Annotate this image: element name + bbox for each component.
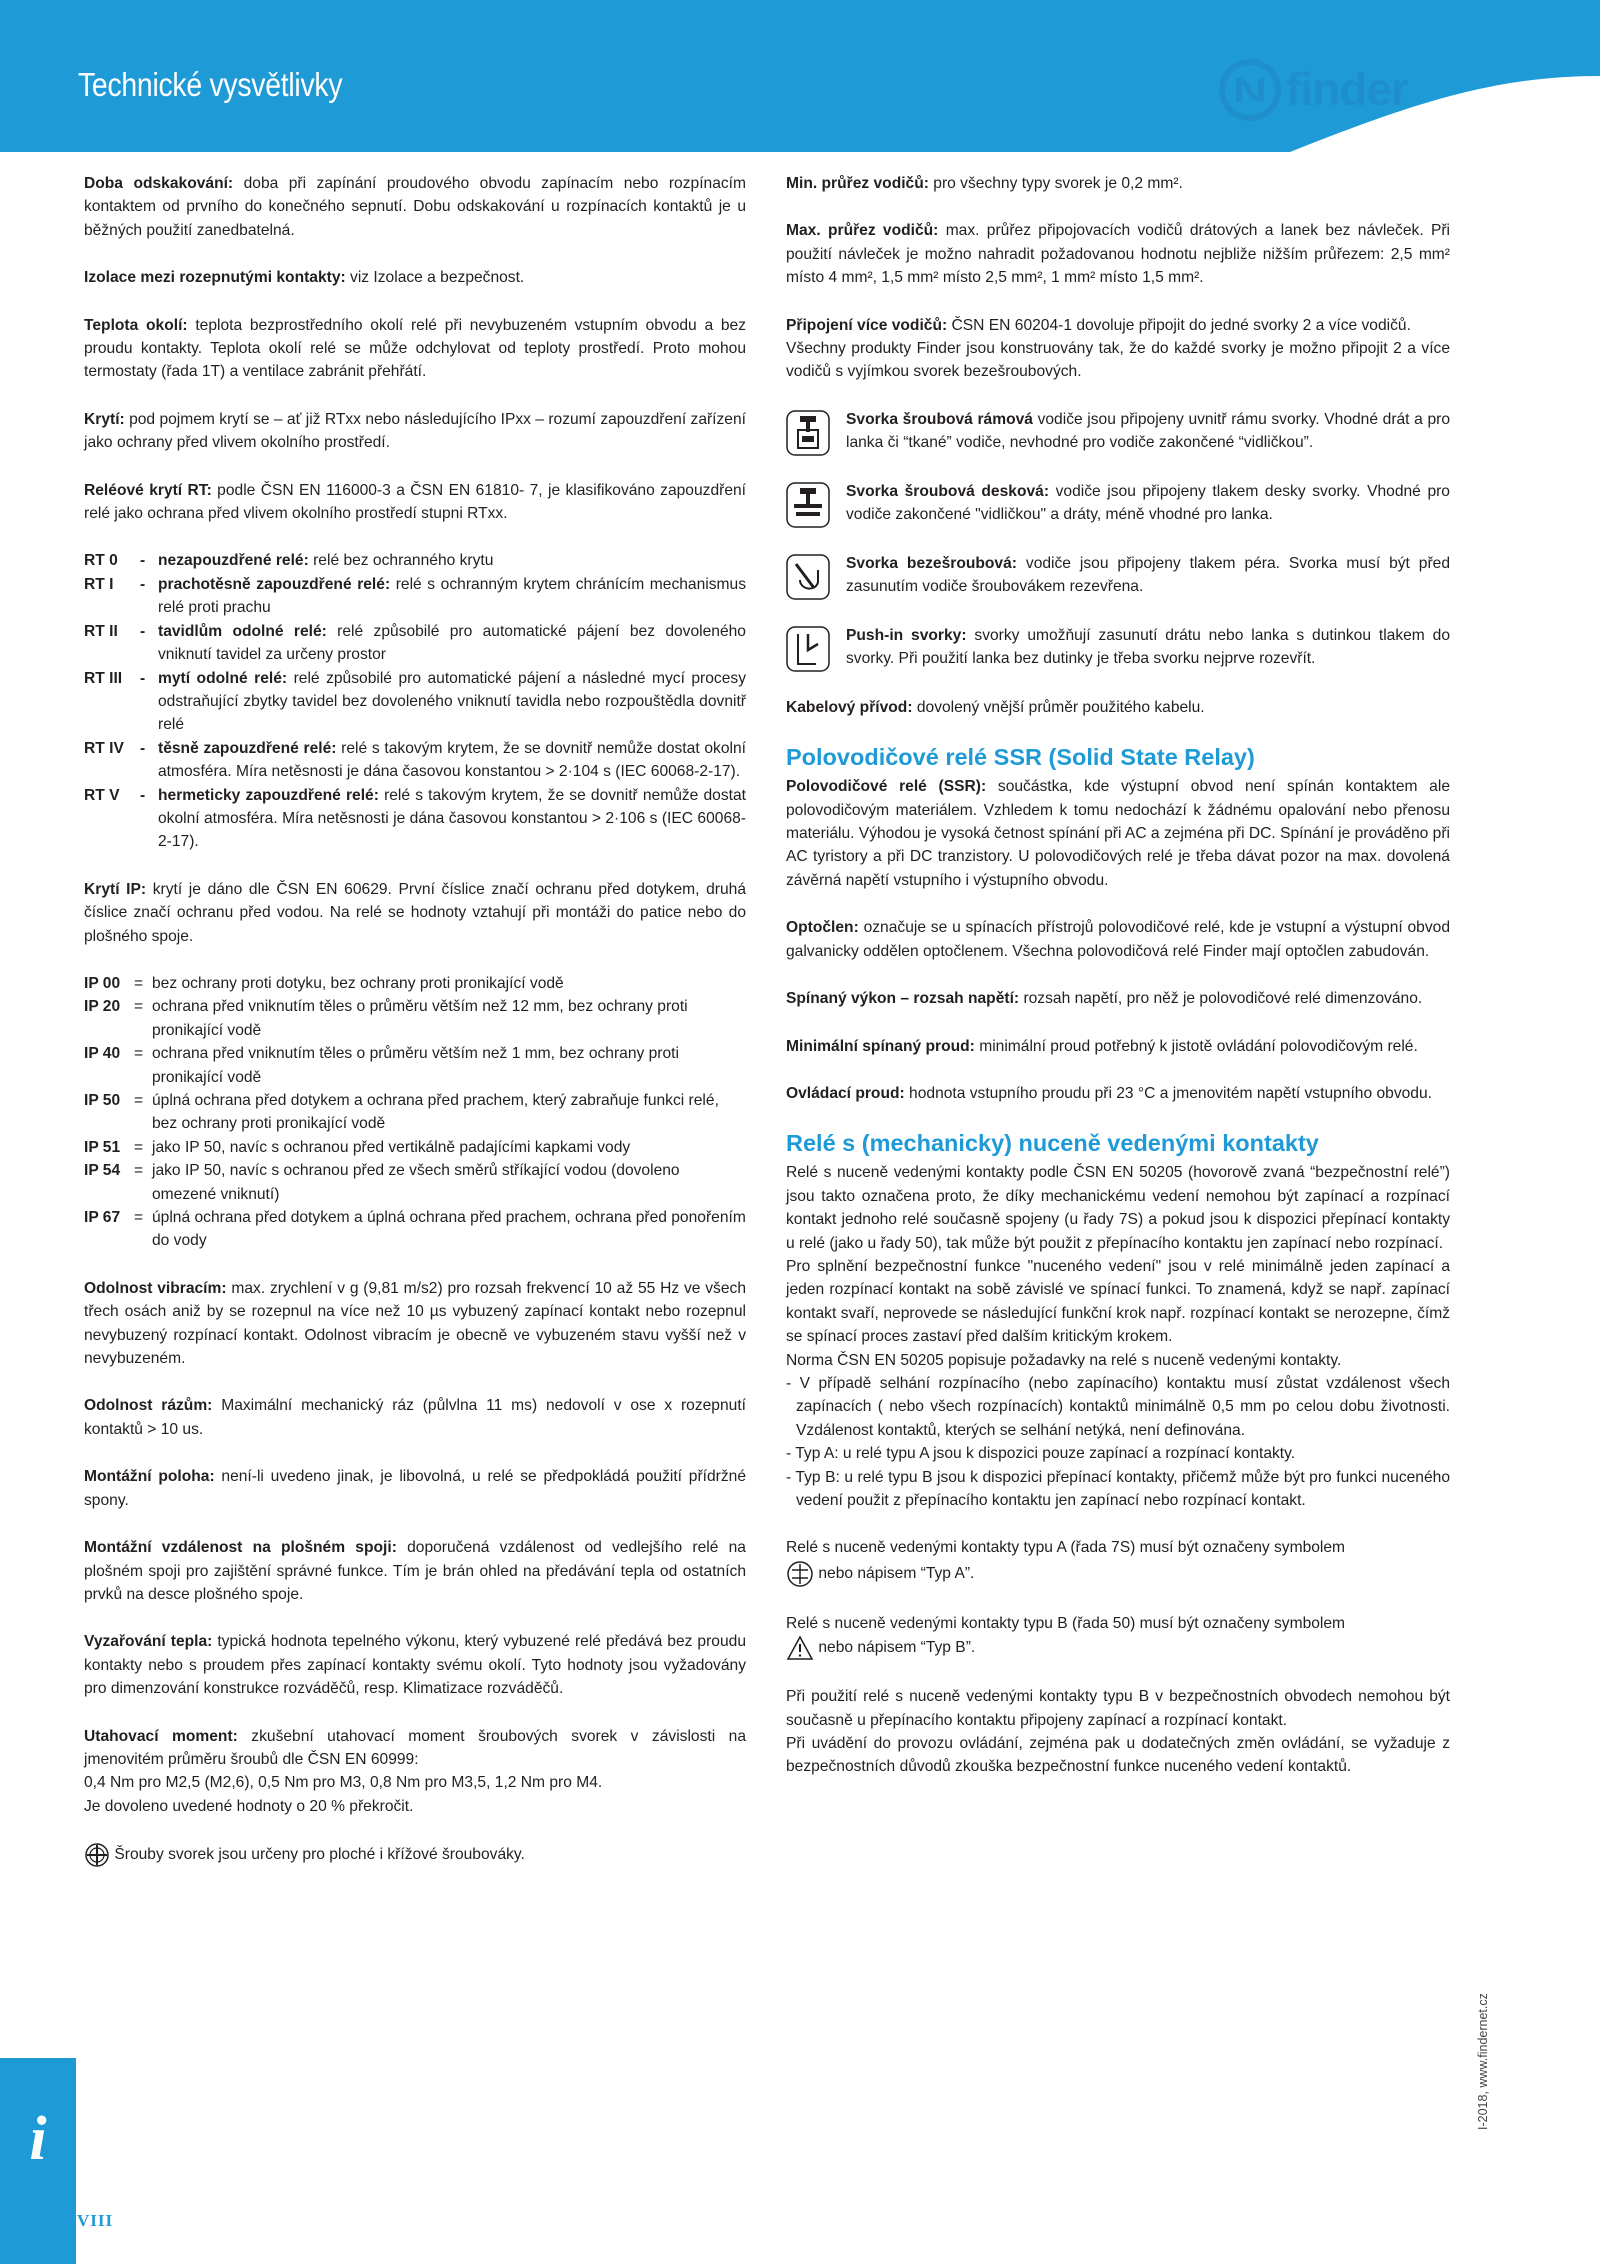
definition-min-switching-current: Minimální spínaný proud: minimální proud potřebný k jistotě ovládání polovodičovým relé. [786, 1037, 1418, 1055]
screwdriver-note: Šrouby svorek jsou určeny pro ploché i křížové šroubováky. [84, 1842, 746, 1868]
section-heading-ssr: Polovodičové relé SSR (Solid State Relay) [786, 744, 1255, 771]
forced-contacts-safety-notes: Při použití relé s nuceně vedenými kontakty typu B v bezpečnostních obvodech nemohou být současně u přepínacího kontaktu připojeny zapínací a rozpínací kontakt. Při uvádění do provozu ovládání, zejména pak u dodatečných změn ovládání, se vyžaduje z bezpečnostních důvodů zkouška bezpečnostní funkce nuceného vedení kontaktů. [786, 1688, 1450, 1776]
left-column [84, 172, 746, 1892]
screw-head-icon [84, 1842, 110, 1868]
definition-heat-dissipation: Vyzařování tepla: typická hodnota tepelného výkonu, který vybuzené relé předává bez proudu kontakty nebo s proudem přes zapínací kontakty svému okolí. Tyto hodnoty jsou vyžadovány pro dimenzování konstrukce rozváděčů, resp. Klimatizace rozváděčů. [84, 1633, 746, 1698]
ip-list [84, 972, 746, 1253]
rt-item: RT II - tavidlům odolné relé: relé způsobilé pro automatické pájení bez dovoleného vniknutí tavidel za určeny prostor [84, 622, 746, 664]
ip-item: IP 40 = ochrana před vniknutím těles o průměru větším než 1 mm, bez ochrany proti pronikající vodě [84, 1045, 679, 1086]
push-in-terminal-icon [786, 626, 830, 672]
ip-item: IP 00 = bez ochrany proti dotyku, bez ochrany proti pronikající vodě [84, 974, 564, 992]
finder-logo [1218, 56, 1458, 126]
definition-bounce-time: Doba odskakování: doba při zapínání proudového obvodu zapínacím nebo rozpínacím kontaktem od prvního do konečného sepnutí. Dobu odskakování u rozpínacích kontaktů je u běžných použití zanedbatelná. [84, 175, 747, 239]
rt-item: RT 0 - nezapouzdřené relé: relé bez ochranného krytu [84, 552, 494, 570]
definition-contact-insulation: Izolace mezi rozepnutými kontakty: viz Izolace a bezpečnost. [84, 269, 525, 287]
definition-ambient-temperature: Teplota okolí: teplota bezprostředního okolí relé při nevybuzeném vstupním obvodu a bez proudu kontakty. Teplota okolí relé se může odchylovat od teploty prostředí. Proto mohou termostaty (řada 1T) a ventilace zabránit přehřátí. [84, 316, 746, 381]
rt-list [84, 549, 746, 853]
definition-optocoupler: Optočlen: označuje se u spínacích přístrojů polovodičové relé, kde je vstupní a výstupní obvod galvanicky oddělen optočlenem. Všechna polovodičová relé Finder mají optočlen zabudován. [786, 919, 1450, 960]
ip-item: IP 20 = ochrana před vniknutím těles o průměru větším než 12 mm, bez ochrany proti pronikající vodě [84, 998, 688, 1039]
definition-mounting-position: Montážní poloha: není-li uvedeno jinak, je libovolná, u relé se předpokládá použití přídržné spony. [84, 1468, 746, 1509]
box-clamp-terminal-icon [786, 410, 830, 456]
page-header [0, 0, 1600, 152]
terminal-box-clamp: Svorka šroubová rámová vodiče jsou připojeny uvnitř rámu svorky. Vhodné drát a pro lanka či “tkané” vodiče, nevhodné pro vodiče zakončené “vidličkou”. [786, 408, 1450, 456]
rt-item: RT III - mytí odolné relé: relé způsobilé pro automatické pájení a následné mycí procesy odstraňující zbytky tavidel bez dovoleného vniknutí tavidla nebo rozpouštědla dovnitř relé [84, 669, 746, 734]
terminal-plate-clamp: Svorka šroubová desková: vodiče jsou připojeny tlakem desky svorky. Vhodné pro vodiče zakončené "vidličkou" a dráty, méně vhodné pro lanka. [786, 480, 1450, 528]
forced-contacts-text: Relé s nuceně vedenými kontakty podle ČSN EN 50205 (hovorově zvaná “bezpečnostní relé”) jsou takto označena proto, že díky mechanickému vedení nemohou být zapínací a rozpínací kontakt jednoho relé současně spojeny (u řady 7S) a pokud jsou k dispozici přepínací kontakty u relé (jako u řady 50), tak může být použit z přepínacího kontaktu jen zapínací nebo rozpínací. Pro splnění bezpečnostní funkce "nuceného vedení" jsou v relé minimálně jeden zapínací a jeden rozpínací kontakt na sobě závislé ve spínací funkci. To znamená, když se např. zapínací kontakt svaří, neprovede se následující funkční krok např. rozpínací kontakt se nerozepne, čímž se spínací proces zastaví před dalším kritickým krokem. Norma ČSN EN 50205 popisuje požadavky na relé s nuceně vedenými kontakty. - V případě selhání rozpínacího (nebo zapínacího) kontaktu musí zůstat vzdálenost všech zapínacích ( nebo všech rozpínacích) kontaktů minimálně 0,5 mm po celou dobu životnosti. Vzdálenost kontaktů, kterých se selhání netýká, není definována. - Typ A: u relé typu A jsou k dispozici pouze zapínací a rozpínací kontakty. - Typ B: u relé typu B jsou k dispozici přepínací kontakty, přičemž může být pro funkci nuceného vedení použit z přepínacího kontaktu jen zapínací nebo rozpínací kontakt. [786, 1164, 1450, 1509]
ip-item: IP 50 = úplná ochrana před dotykem a ochrana před prachem, který zabraňuje funkci relé, bez ochrany proti pronikající vodě [84, 1092, 719, 1133]
screwless-terminal-icon [786, 554, 830, 600]
rt-item: RT V - hermeticky zapouzdřené relé: relé s takovým krytem, že se dovnitř nemůže dostat okolní atmosféra. Míra netěsnosti je dána časovou konstantou > 2·106 s (IEC 60068-2-17). [84, 786, 746, 851]
definition-protection: Krytí: pod pojmem krytí se – ať již RTxx nebo následujícího IPxx – rozumí zapouzdření zařízení jako ochrany před vlivem okolního prostředí. [84, 410, 746, 452]
definition-max-wire-size: Max. průřez vodičů: max. průřez připojovacích vodičů drátových a lanek bez návleček. Při použití návleček je možno nahradit požadovanou hodnotu nejbliže nižším průřezem: 2,5 mm² místo 4 mm², 1,5 mm² místo 2,5 mm², 1 mm² místo 1,5 mm². [786, 222, 1451, 287]
info-letter: i [29, 2105, 47, 2173]
page-number: VIII [77, 2211, 114, 2230]
plate-clamp-terminal-icon [786, 482, 830, 528]
definition-vibration-resistance: Odolnost vibracím: max. zrychlení v g (9,81 m/s2) pro rozsah frekvencí 10 až 55 Hz ve všech třech osách aniž by se rozepnul na více než 10 µs vybuzený zapínací kontakt nebo rozepnul nevybuzený rozpínací kontakt. Odolnost vibracím je obecně ve vybuzeném stavu vyšší než v nevybuzeném. [84, 1279, 746, 1368]
finder-logo-text: finder [1286, 63, 1408, 115]
section-tab [0, 2058, 76, 2264]
right-column [786, 172, 1450, 1803]
terminal-push-in: Push-in svorky: svorky umožňují zasunutí drátu nebo lanka s dutinkou tlakem do svorky. Při použití lanka bez dutinky je třeba svorku nejprve rozevřít. [786, 624, 1450, 672]
definition-ip-protection: Krytí IP: krytí je dáno dle ČSN EN 60629. První číslice značí ochranu před dotykem, druhá číslice značí ochranu před vodou. Na relé se hodnoty vztahují při montáži do patice nebo do plošného spoje. [84, 880, 746, 945]
ip-item: IP 51 = jako IP 50, navíc s ochranou před vertikálně padajícími kapkami vody [84, 1138, 631, 1156]
ip-item: IP 67 = úplná ochrana před dotykem a úplná ochrana před prachem, ochrana před ponořením do vody [84, 1209, 746, 1250]
type-b-warning-icon [786, 1635, 814, 1661]
type-a-marking: Relé s nuceně vedenými kontakty typu A (řada 7S) musí být označeny symbolem nebo nápisem “Typ A”. [786, 1536, 1450, 1587]
type-a-symbol-icon [786, 1560, 814, 1588]
ip-item: IP 54 = jako IP 50, navíc s ochranou před ze všech směrů stříkající vodou (dovoleno omezené vniknutí) [84, 1162, 680, 1203]
terminal-screwless: Svorka bezešroubová: vodiče jsou připojeny tlakem péra. Svorka musí být před zasunutím vodiče šroubovákem rezevřena. [786, 552, 1450, 600]
definition-switching-voltage: Spínaný výkon – rozsah napětí: rozsah napětí, pro něž je polovodičové relé dimenzováno. [786, 990, 1423, 1008]
definition-control-current: Ovládací proud: hodnota vstupního proudu při 23 °C a jmenovitém napětí vstupního obvodu. [786, 1084, 1432, 1102]
definition-shock-resistance: Odolnost rázům: Maximální mechanický ráz (půlvlna 11 ms) nedovolí v ose x rozepnutí kontaktů > 10 us. [84, 1397, 746, 1438]
rt-item: RT IV - těsně zapouzdřené relé: relé s takovým krytem, že se dovnitř nemůže dostat okolní atmosféra. Míra netěsnosti je dána časovou konstantou > 2·104 s (IEC 60068-2-17). [84, 739, 746, 781]
definition-pcb-mounting-distance: Montážní vzdálenost na plošném spoji: doporučená vzdálenost od vedlejšího relé na plošném spoji pro zajištění správné funkce. Tím je brán ohled na předávání tepla od ostatních prvků na desce plošného spoje. [84, 1539, 746, 1603]
definition-ssr: Polovodičové relé (SSR): součástka, kde výstupní obvod není spínán kontaktem ale polovodičovým materiálem. Vzhledem k tomu nedochází k žádnému opalování nebo přenosu materiálu. Výhodou je vysoká četnost spínání při AC a zejména při DC. Spínání je prováděno při AC tyristory a při DC tranzistory. U polovodičových relé je třeba dávat pozor na max. dovolená závěrná napětí vstupního i výstupního obvodu. [786, 778, 1450, 889]
section-heading-forced-contacts: Relé s (mechanicky) nuceně vedenými kontakty [786, 1130, 1319, 1157]
definition-multiple-wires: Připojení více vodičů: ČSN EN 60204-1 dovoluje připojit do jedné svorky 2 a více vodičů. Všechny produkty Finder jsou konstruovány tak, že do každé svorky je možno připojit 2 a více vodičů s vyjímkou svorek bezešroubových. [786, 316, 1450, 381]
definition-tightening-torque: Utahovací moment: zkušební utahovací moment šroubových svorek v závislosti na jmenovitém průměru šroubů dle ČSN EN 60999: 0,4 Nm pro M2,5 (M2,6), 0,5 Nm pro M3, 0,8 Nm pro M3,5, 1,2 Nm pro M4. Je dovoleno uvedené hodnoty o 20 % překročit. [84, 1727, 746, 1815]
definition-cable-entry: Kabelový přívod: dovolený vnější průměr použitého kabelu. [786, 698, 1205, 716]
page-title: Technické vysvětlivky [78, 66, 343, 103]
definition-rt-protection: Reléové krytí RT: podle ČSN EN 116000-3 a ČSN EN 61810- 7, je klasifikováno zapouzdření relé jako ochrana před vlivem okolního prostředí stupni RTxx. [84, 481, 746, 523]
type-b-marking: Relé s nuceně vedenými kontakty typu B (řada 50) musí být označeny symbolem nebo nápisem “Typ B”. [786, 1612, 1450, 1661]
finder-logo-icon [1218, 58, 1282, 122]
definition-min-wire-size: Min. průřez vodičů: pro všechny typy svorek je 0,2 mm². [786, 175, 1183, 192]
rt-item: RT I - prachotěsně zapouzdřené relé: relé s ochranným krytem chránícím mechanismus relé proti prachu [84, 575, 746, 617]
edition-footer: I-2018, www.findernet.cz [1476, 1993, 1490, 2130]
